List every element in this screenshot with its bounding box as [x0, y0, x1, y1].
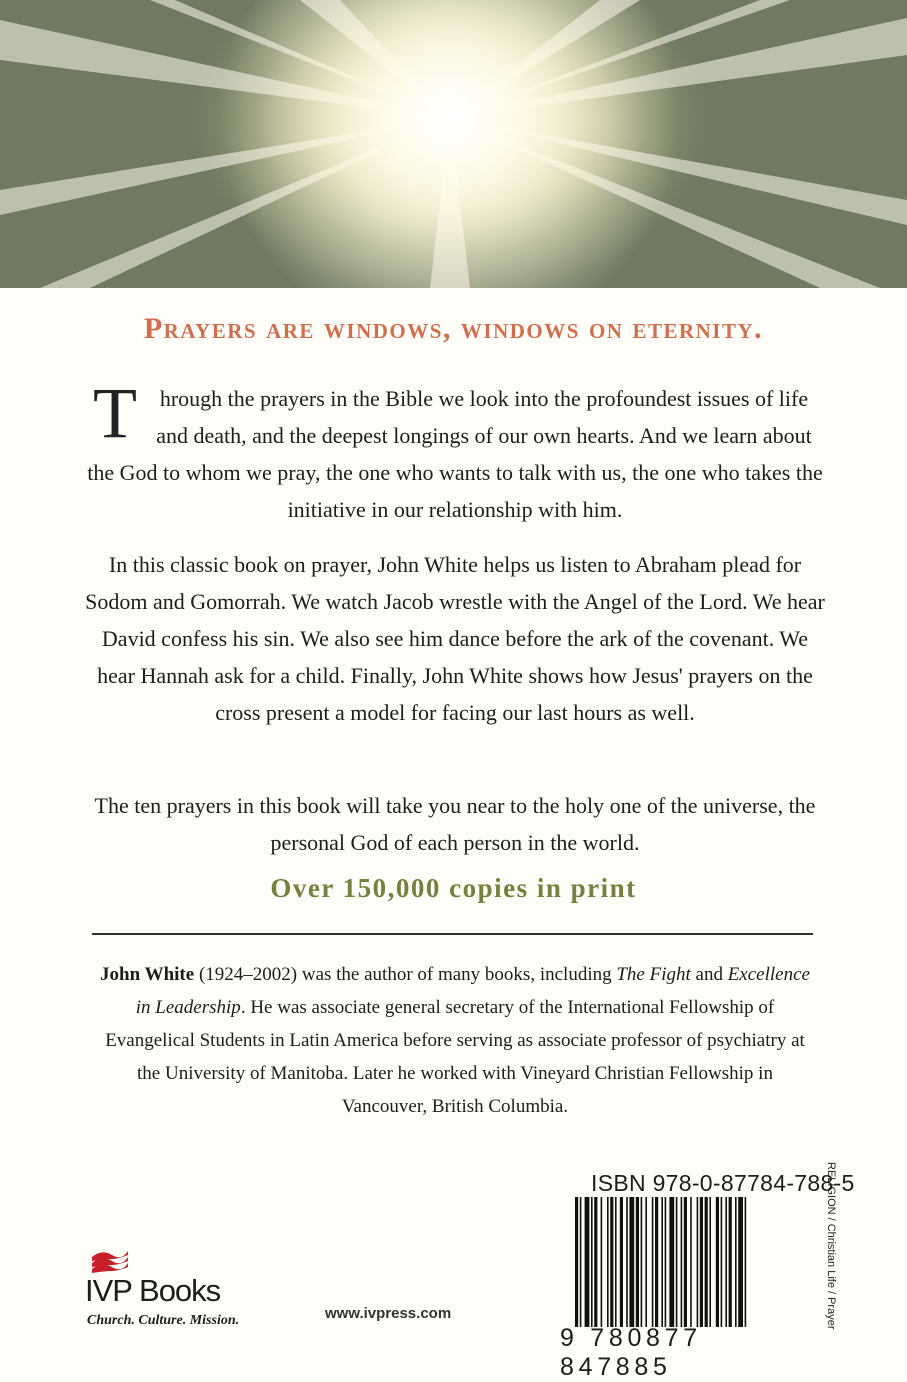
- description-paragraph-1: [85, 373, 825, 528]
- category-label: [819, 1162, 839, 1342]
- barcode-bar: [716, 1197, 719, 1327]
- barcode-bar: [591, 1197, 593, 1327]
- drop-cap: T: [93, 373, 137, 453]
- barcode-bar: [725, 1197, 727, 1327]
- divider: [92, 933, 813, 935]
- book-title-2: Excellence in Leadership: [135, 964, 810, 1018]
- barcode-bar: [700, 1197, 703, 1327]
- barcode-bar: [629, 1197, 634, 1327]
- barcode-bar: [735, 1197, 737, 1327]
- barcode-bar: [705, 1197, 708, 1327]
- description-paragraph-3: The ten prayers in this book will take you near to the holy one of the universe, the personal God of each person in the world.: [94, 793, 816, 855]
- barcode-bar: [575, 1197, 578, 1327]
- barcode-bar: [721, 1197, 723, 1327]
- publisher-name: IVP Books: [85, 1273, 221, 1308]
- barcode-bar: [709, 1197, 711, 1327]
- barcode-bar: [601, 1197, 603, 1327]
- barcode-bar: [620, 1197, 623, 1327]
- category-text: RELIGION / Christian Life / Prayer: [825, 1162, 837, 1330]
- cover-light-burst-image: [0, 0, 907, 288]
- publisher-url[interactable]: www.ivpress.com: [325, 1305, 452, 1322]
- barcode-bar: [655, 1197, 658, 1327]
- barcode-number: 9 780877 847885: [560, 1324, 702, 1381]
- barcode: [575, 1197, 807, 1327]
- bio-years: (1924–2002) was the author of many books, including: [194, 964, 617, 985]
- barcode-bar: [580, 1197, 582, 1327]
- paragraph-1-text: hrough the prayers in the Bible we look into the profoundest issues of life and death, and the deepest longings of our own hearts. And we learn about the God to whom we pray, the one who wants to talk with us, the one who takes the initiative in our relationship with him.: [87, 386, 823, 522]
- barcode-bar: [652, 1197, 654, 1327]
- barcode-bar: [636, 1197, 639, 1327]
- barcode-bar: [729, 1197, 732, 1327]
- flag-icon: [90, 1245, 130, 1275]
- barcode-bar: [585, 1197, 590, 1327]
- book-title-1: The Fight: [616, 964, 691, 985]
- barcode-bar: [665, 1197, 667, 1327]
- copies-in-print: Over 150,000 copies in print: [270, 873, 637, 903]
- barcode-bar: [697, 1197, 699, 1327]
- barcode-bar: [641, 1197, 643, 1327]
- bio-and: and: [690, 964, 728, 985]
- publisher-logo: [85, 1245, 245, 1335]
- barcode-bar: [690, 1197, 692, 1327]
- barcode-bar: [610, 1197, 613, 1327]
- author-bio: [95, 958, 815, 1123]
- isbn: ISBN 978-0-87784-788-5: [591, 1170, 855, 1196]
- author-name: John White: [100, 964, 195, 985]
- barcode-bar: [684, 1197, 687, 1327]
- barcode-bar: [594, 1197, 597, 1327]
- bio-text: . He was associate general secretary of the International Fellowship of Evangelical Students in Latin America before serving as associate professor of psychiatry at the University of Manitoba. Later he worked with Vineyard Christian Fellowship in Vancouver, British Columbia.: [105, 997, 805, 1117]
- barcode-bar: [738, 1197, 743, 1327]
- barcode-bar: [745, 1197, 747, 1327]
- barcode-bar: [669, 1197, 674, 1327]
- barcode-bar: [676, 1197, 678, 1327]
- barcode-bar: [607, 1197, 609, 1327]
- barcode-bar: [626, 1197, 628, 1327]
- light-rays: [0, 0, 907, 288]
- headline: Prayers are windows, windows on eternity.: [143, 312, 764, 345]
- barcode-bar: [615, 1197, 617, 1327]
- barcode-bar: [645, 1197, 647, 1327]
- barcode-bar: [661, 1197, 663, 1327]
- description-paragraph-2: In this classic book on prayer, John White helps us listen to Abraham plead for Sodom and Gomorrah. We watch Jacob wrestle with the Angel of the Lord. We hear David confess his sin. We also see him dance before the ark of the covenant. We hear Hannah ask for a child. Finally, John White shows how Jesus' prayers on the cross present a model for facing our last hours as well.: [85, 552, 825, 725]
- publisher-tagline: Church. Culture. Mission.: [87, 1313, 240, 1328]
- barcode-bar: [681, 1197, 683, 1327]
